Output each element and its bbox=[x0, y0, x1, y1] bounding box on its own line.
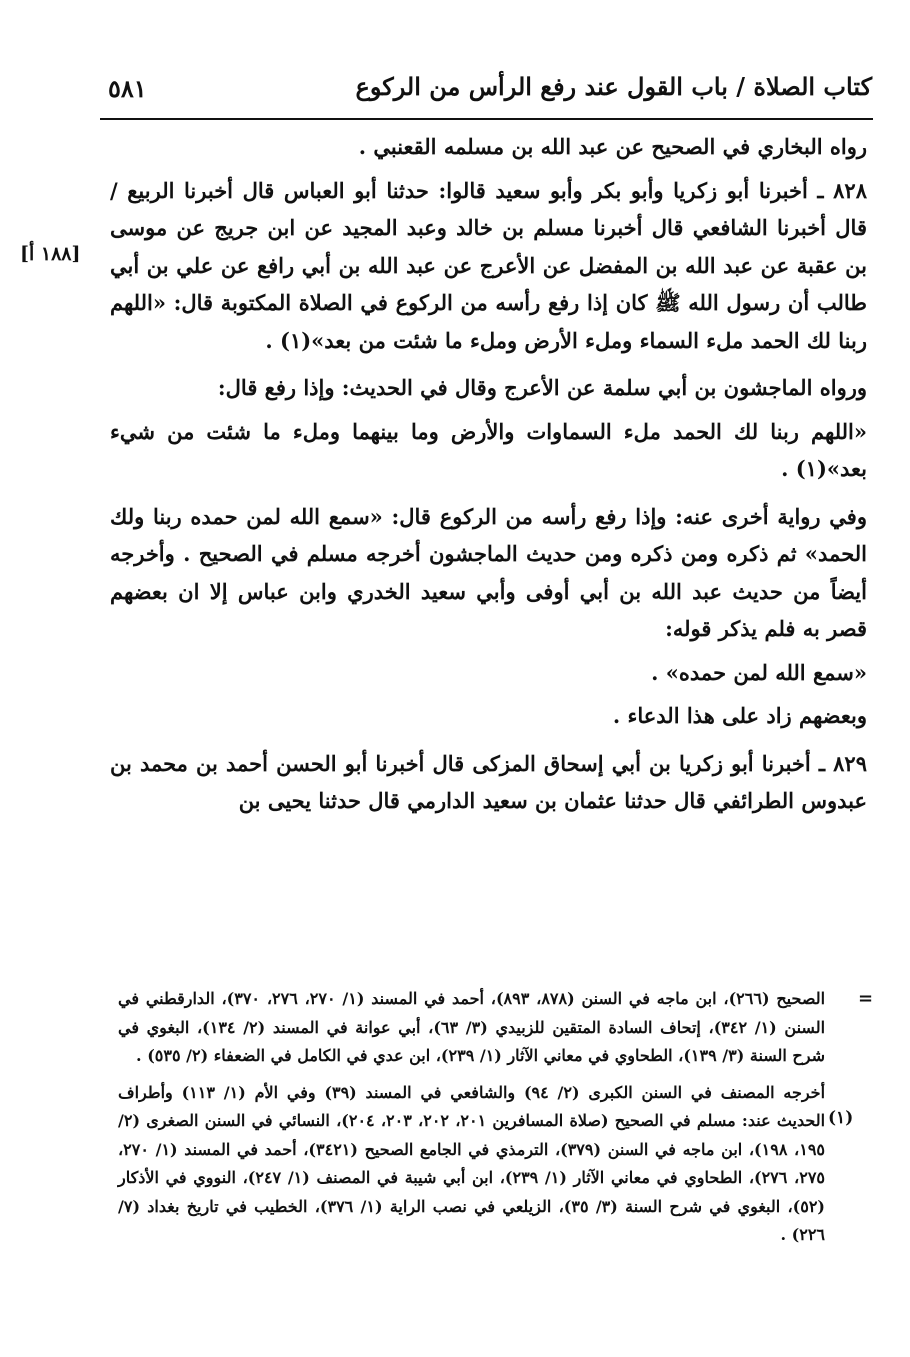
paragraph-quote: «سمع الله لمن حمده» . bbox=[651, 659, 867, 685]
paragraph-1: رواه البخاري في الصحيح عن عبد الله بن مسلمه القعنبي . bbox=[358, 134, 867, 159]
paragraph-addition: وبعضهم زاد على هذا الدعاء . bbox=[612, 703, 867, 728]
footnotes bbox=[118, 985, 825, 1258]
paragraph-dua: «اللهم ربنا لك الحمد ملء السماوات والأرض وما بينهما وملء ما شئت من شيء بعد»(١) . bbox=[110, 418, 867, 481]
paragraph-other-narration: وفي رواية أخرى عنه: وإذا رفع رأسه من الركوع قال: «سمع الله لمن حمده ربنا ولك الحمد» ثم ذكره ومن ذكره ومن حديث الماجشون أخرجه مسلم في الصحيح . وأخرجه أيضاً من حديث عبد الله بن أبي أوفى وأبي سعيد الخدري وابن عباس إلا ان بعضهم قصر به فلم يذكر قوله: bbox=[110, 503, 867, 641]
header-title: كتاب الصلاة / باب القول عند رفع الرأس من الركوع bbox=[355, 72, 872, 101]
page-number: ٥٨١ bbox=[108, 74, 147, 103]
paragraph-majishun: ورواه الماجشون بن أبي سلمة عن الأعرج وقال في الحديث: وإذا رفع قال: bbox=[217, 375, 867, 400]
margin-note: [١٨٨ أ] bbox=[20, 243, 81, 265]
main-text bbox=[110, 128, 867, 826]
footnote-continued: الصحيح (٢٦٦)، ابن ماجه في السنن (٨٧٨، ٨٩٣)، أحمد في المسند (١/ ٢٧٠، ٢٧٦، ٣٧٠)، الدارقطني في السنن (١/ ٣٤٢)، إتحاف السادة المتقين للزبيدي (٣/ ٦٣)، أبي عوانة في المسند (٢/ ١٣٤)، البغوي في شرح السنة (٣/ ١٣٩)، الطحاوي في معاني الآثار (١/ ٢٣٩)، ابن عدي في الكامل في الضعفاء (٢/ ٥٣٥) . bbox=[118, 989, 826, 1065]
header-divider bbox=[100, 118, 873, 120]
hadith-828: ٨٢٨ ـ أخبرنا أبو زكريا وأبو بكر وأبو سعيد قالوا: حدثنا أبو العباس قال أخبرنا الربيع / قال أخبرنا الشافعي قال أخبرنا مسلم بن خالد وعبد المجيد عن ابن جريج عن موسى بن عقبة عن عبد الله بن المفضل عن الأعرج عن عبد الله بن أبي رافع عن علي بن أبي طالب أن رسول الله ﷺ كان إذا رفع رأسه من الركوع في الصلاة المكتوبة قال: «اللهم ربنا لك الحمد ملء السماء وملء الأرض وملء ما شئت من بعد»(١) . bbox=[110, 177, 867, 353]
running-header bbox=[100, 68, 872, 118]
footnote-1: أخرجه المصنف في السنن الكبرى (٢/ ٩٤) والشافعي في المسند (٣٩) وفي الأم (١/ ١١٣) وأطراف الحديث عند: مسلم في الصحيح (صلاة المسافرين ٢٠١، ٢٠٢، ٢٠٣، ٢٠٤)، النسائي في السنن الصغرى (٢/ ١٩٥، ١٩٨)، ابن ماجه في السنن (٣٧٩)، الترمذي في الجامع الصحيح (٣٤٢١)، أحمد في المسند (١/ ٢٧٠، ٢٧٥، ٢٧٦)، الطحاوي في معاني الآثار (١/ ٢٣٩)، ابن أبي شيبة في المصنف (١/ ٢٤٧)، النووي في الأذكار (٥٢)، البغوي في شرح السنة (٣/ ٣٥)، الزيلعي في نصب الراية (١/ ٣٧٦)، الخطيب في تاريخ بغداد (٧/ ٢٢٦) . bbox=[118, 1082, 826, 1244]
hadith-829: ٨٢٩ ـ أخبرنا أبو زكريا بن أبي إسحاق المزكى قال أخبرنا أبو الحسن أحمد بن محمد بن عبدوس الطرائفي قال حدثنا عثمان بن سعيد الدارمي قال حدثنا يحيى بن bbox=[110, 750, 867, 813]
footnote-number: (١) bbox=[828, 1108, 854, 1128]
footnote-continuation-mark: = bbox=[858, 988, 874, 1009]
